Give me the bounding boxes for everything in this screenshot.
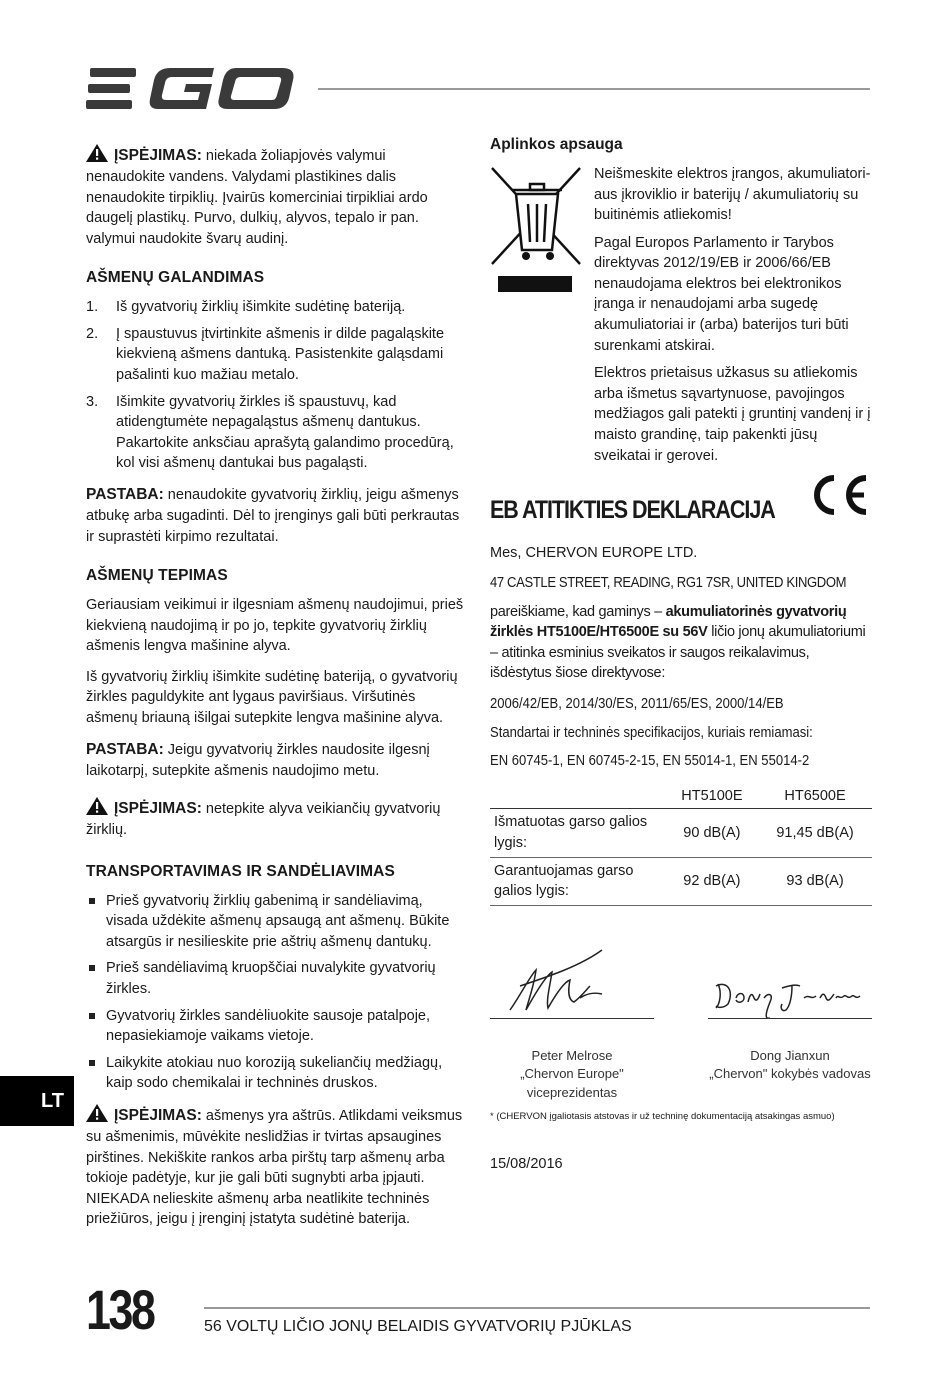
environment-title: Aplinkos apsauga	[490, 136, 623, 153]
signer-name: Peter Melrose	[531, 1047, 613, 1063]
declaration-date: 15/08/2016	[490, 1155, 563, 1172]
environment-paragraph-1: Neišmeskite elektros įrangos, akumuliatori-aus įkroviklio ir baterijų / akumuliatorių su buitinėmis atliekomis!	[594, 166, 871, 224]
list-item: Gyvatvorių žirkles sandėliuokite sausoje patalpoje, nepasiekiamoje vaikams vietoje.	[86, 1006, 464, 1047]
environment-paragraph-2: Pagal Europos Parlamento ir Tarybos direktyvas 2012/19/EB ir 2006/66/EB nenaudojama elektros bei elektronikos įranga ir nenaudojami arba sugedę akumuliatoriai ir (arba) baterijos turi būti surenkami atskirai.	[594, 234, 849, 354]
language-tab: LT	[0, 1076, 74, 1126]
list-item: 3. Išimkite gyvatvorių žirkles iš spaustuvų, kad atidengtumėte nepagaląstus ašmenų dantukus. Pakartokite anksčiau aprašytą galandimo procedūrą, kol visi ašmenų dantukai bus pagaląsti.	[86, 393, 454, 472]
signer-name: Dong Jianxun	[750, 1047, 830, 1063]
warning-text: niekada žoliapjovės valymui nenaudokite vandens. Valydami plastikines dalis nenaudokite tirpiklių. Įvairūs komerciniai tirpikliai ardo daugelį plastikų. Purvo, dulkių, alyvos, tepalo ir pan. valymui naudokite švarų audinį.	[86, 148, 428, 247]
signature-drawing	[490, 946, 654, 1018]
transport-list	[86, 891, 464, 1094]
sharpening-steps	[86, 297, 464, 474]
column-header: HT5100E	[666, 784, 758, 809]
table-header-row	[490, 784, 872, 809]
svg-text:CE: CE	[808, 474, 810, 475]
warning-cleaning	[86, 144, 464, 249]
header-rule	[318, 88, 870, 90]
list-item: Prieš sandėliavimą kruopščiai nuvalykite gyvatvorių žirkles.	[86, 958, 464, 999]
page-number: 138	[86, 1278, 154, 1341]
section-heading-lubrication: AŠMENŲ TEPIMAS	[86, 567, 228, 585]
signatures	[490, 946, 872, 1102]
right-column	[490, 134, 872, 1174]
note-lubrication: PASTABA: Jeigu gyvatvorių žirkles naudosite ilgesnį laikotarpį, sutepkite ašmenis naudojimo metu.	[86, 740, 430, 779]
declaration-statement: pareiškiame, kad gaminys – akumuliatorinės gyvatvorių žirklės HT5100E/HT6500E su 56V ličio jonų akumuliatoriumi – atitinka esminius sveikatos ir saugos reikalavimus, išdėstytus šiose direktyvose:	[490, 603, 866, 682]
environment-text	[594, 164, 872, 473]
left-column	[86, 144, 464, 1230]
warning-triangle-icon	[86, 144, 108, 162]
table-row: Garantuojamas garso galios lygis: 92 dB(A) 93 dB(A)	[490, 857, 872, 905]
section-heading-sharpening: AŠMENŲ GALANDIMAS	[86, 269, 265, 287]
column-header: HT6500E	[758, 784, 872, 809]
sound-level-table	[490, 784, 872, 906]
lubrication-paragraph-2: Iš gyvatvorių žirklių išimkite sudėtinę bateriją, o gyvatvorių žirkles paguldykite ant lygaus paviršiaus. Viršutinės ašmenų briauną išilgai sutepkite lengva mašinine alyva.	[86, 668, 458, 726]
warning-label: ĮSPĖJIMAS:	[114, 147, 202, 164]
list-item: 1. Iš gyvatvorių žirklių išimkite sudėtinę bateriją.	[86, 299, 406, 316]
warning-triangle-icon	[86, 1104, 108, 1122]
directives-list: 2006/42/EB, 2014/30/ES, 2011/65/ES, 2000/14/EB	[490, 696, 784, 713]
list-item: Prieš gyvatvorių žirklių gabenimą ir sandėliavimą, visada uždėkite ašmenų apsaugą ant ašmenų. Būkite atsargūs ir nesilieskite prie aštrių ašmenų dantukų.	[86, 891, 464, 953]
declarant-line: Mes, CHERVON EUROPE LTD.	[490, 544, 698, 561]
lubrication-paragraph-1: Geriausiam veikimui ir ilgesniam ašmenų naudojimui, prieš kiekvieną naudojimą ir po jo, tepkite gyvatvorių žirklių ašmenis lengva mašinine alyva.	[86, 597, 464, 655]
declarant-address: 47 CASTLE STREET, READING, RG1 7SR, UNITED KINGDOM	[490, 575, 847, 592]
signature-drawing	[708, 946, 872, 1018]
logo-text: EGO	[86, 64, 89, 65]
footer-title: 56 VOLTŲ LIČIO JONŲ BELAIDIS GYVATVORIŲ PJŪKLAS	[204, 1318, 632, 1335]
declaration-title: EB ATITIKTIES DEKLARACIJA	[490, 496, 775, 525]
signature-block	[708, 946, 872, 1102]
signer-role: „Chervon Europe" viceprezidentas	[520, 1066, 624, 1100]
ego-logo	[86, 64, 298, 114]
signer-role: „Chervon" kokybės vadovas	[709, 1066, 871, 1082]
warning-blades: ĮSPĖJIMAS: ašmenys yra aštrūs. Atlikdami veiksmus su ašmenimis, mūvėkite neslidžias ir tvirtas apsaugines pirštines. Nekiškite rankos arba pirštų tarp ašmenų arba tokioje padėtyje, kur jie gali būti sugnybti arba įpjauti. NIEKADA nelieskite ašmenų arba neatlikite techninės priežiūros, jeigu į įrenginį įstatyta sudėtinė baterija.	[86, 1104, 464, 1230]
list-item: 2. Į spaustuvus įtvirtinkite ašmenis ir dilde pagaląskite kiekvieną ašmens dantuką. Pasistenkite galąsdami pašalinti kuo mažiau metalo.	[86, 325, 445, 384]
warning-triangle-icon	[86, 797, 108, 815]
warning-lubrication: ĮSPĖJIMAS: netepkite alyva veikiančių gyvatvorių žirklių.	[86, 797, 464, 841]
table-row: Išmatuotas garso galios lygis: 90 dB(A) 91,45 dB(A)	[490, 809, 872, 857]
footer-rule	[204, 1307, 870, 1309]
standards-intro: Standartai ir techninės specifikacijos, kuriais remiamasi:	[490, 724, 813, 741]
environment-paragraph-3: Elektros prietaisus užkasus su atliekomis arba išmetus sąvartynuose, pavojingos medžiagos gali patekti į gruntinį vandenį ir į maisto grandinę, taip pakenkti jūsų sveikatai ir gerovei.	[594, 365, 871, 464]
section-heading-transport: TRANSPORTAVIMAS IR SANDĖLIAVIMAS	[86, 862, 395, 880]
ce-mark-icon	[808, 474, 870, 516]
environment-section	[490, 164, 872, 473]
signature-block	[490, 946, 654, 1102]
footnote: * (CHERVON įgaliotasis atstovas ir už techninę dokumentaciją atsakingas asmuo)	[490, 1111, 835, 1123]
standards-list: EN 60745-1, EN 60745-2-15, EN 55014-1, EN 55014-2	[490, 753, 810, 770]
list-item: Laikykite atokiau nuo koroziją sukeliančių medžiagų, kaip sodo chemikalai ir techninės druskos.	[86, 1053, 464, 1094]
note-sharpening: PASTABA: nenaudokite gyvatvorių žirklių, jeigu ašmenys atbukę arba sugadinti. Dėl to įrenginys gali būti perkrautas ir suprastėti kirpimo rezultatai.	[86, 485, 460, 545]
weee-bin-icon	[490, 164, 594, 473]
